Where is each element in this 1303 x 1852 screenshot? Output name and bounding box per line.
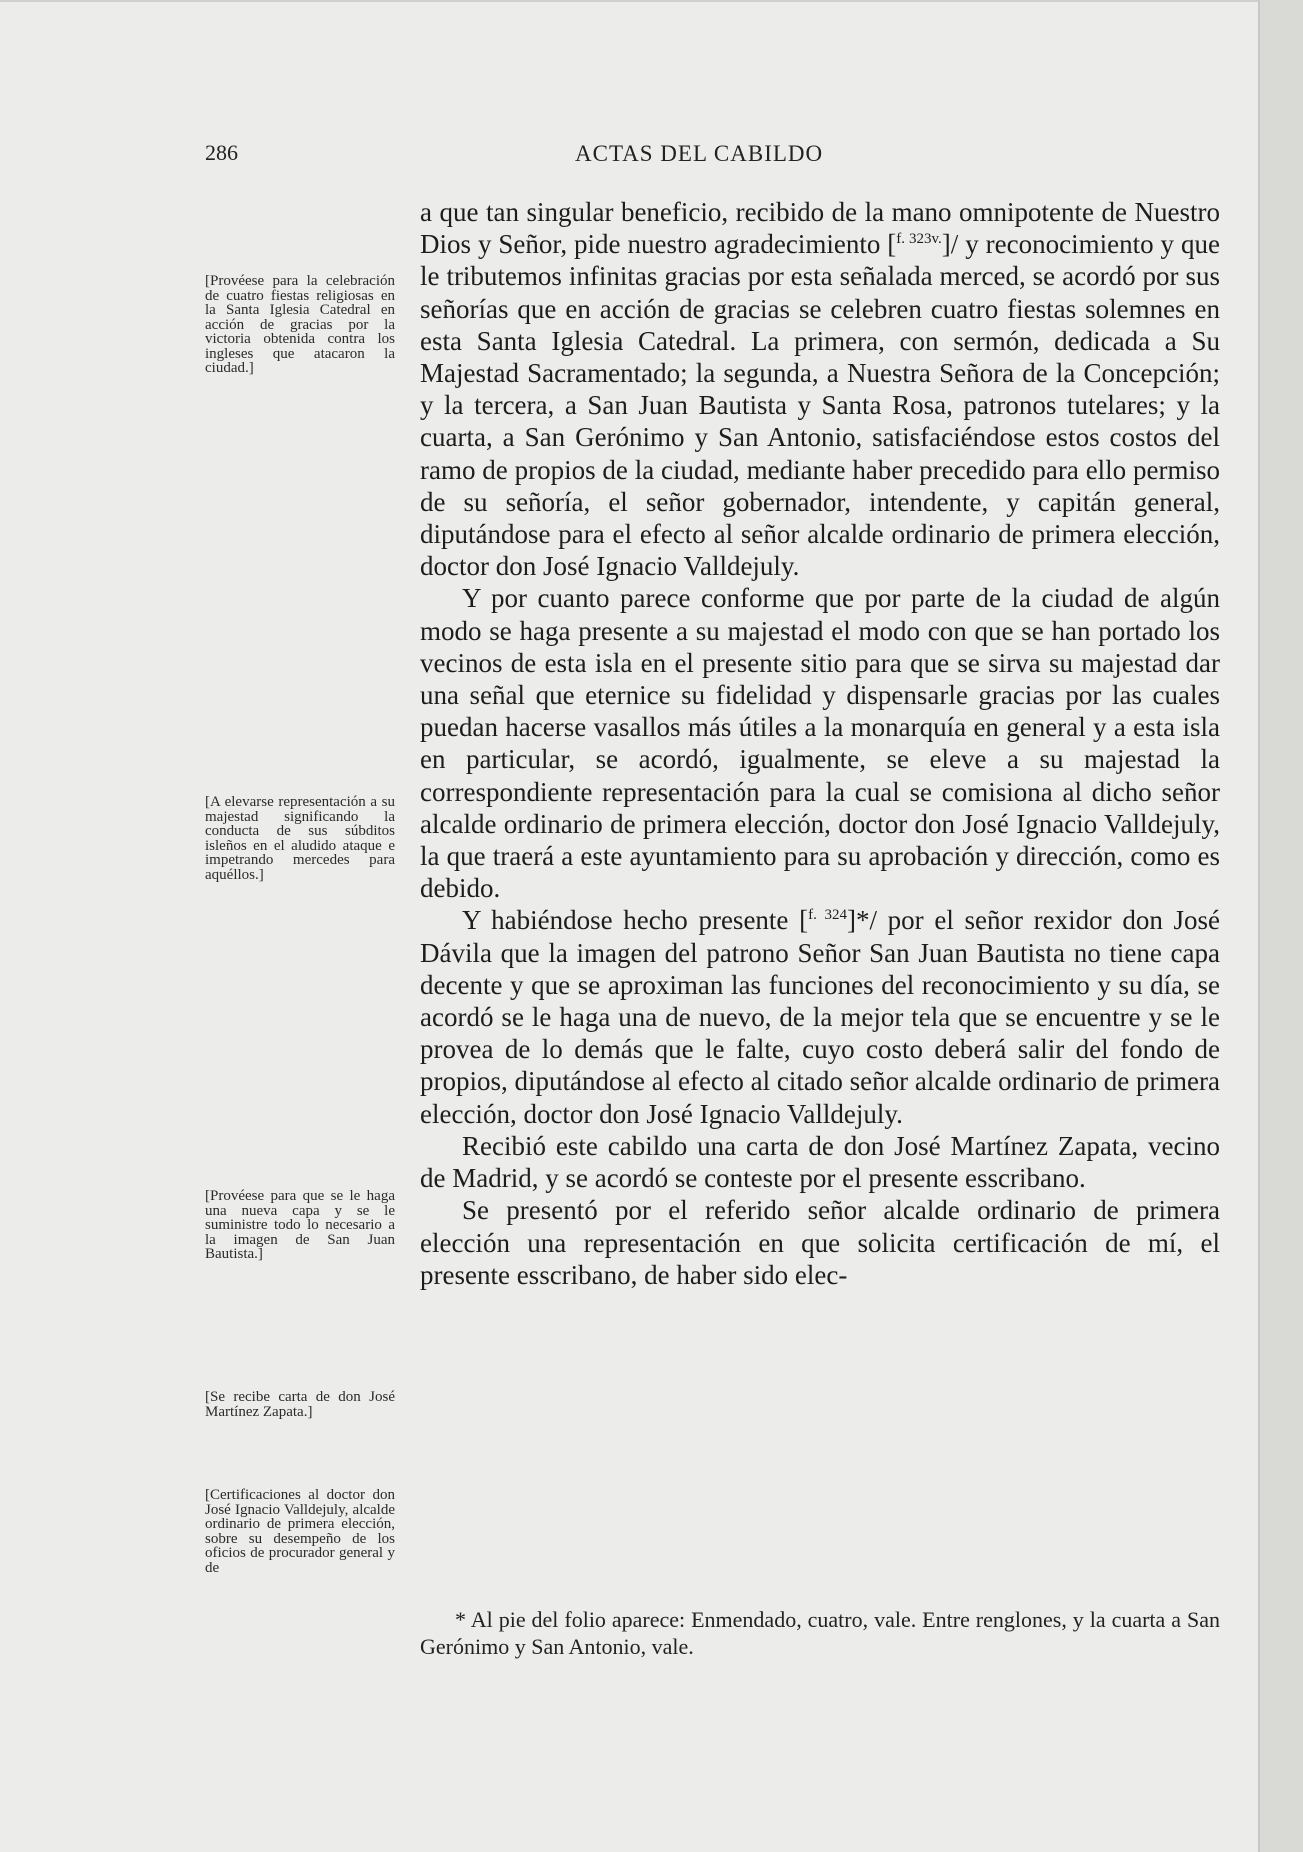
main-text — [420, 196, 1220, 1291]
paragraph-text: ]/ y reconocimiento y que le tributemos infinitas gracias por esta señalada merced, se acordó por sus señorías que en acción de gracias se celebren cuatro fiestas solemnes en esta Santa Iglesia Catedral. La primera, con sermón, dedicada a Su Majestad Sacramentado; la segunda, a Nuestra Señora de la Concepción; y la tercera, a San Juan Bautista y Santa Rosa, patronos tutelares; y la cuarta, a San Gerónimo y San Antonio, satisfaciéndose estos costos del ramo de propios de la ciudad, mediante haber precedido para ello permiso de su señoría, el señor gobernador, intendente, y capitán general, diputándose para el efecto al señor alcalde ordinario de primera elección, doctor don José Ignacio Valldejuly. — [420, 229, 1220, 582]
paragraph-representacion: Y por cuanto parece conforme que por parte de la ciudad de algún modo se haga presente a su majestad el modo con que se han portado los vecinos de esta isla en el presente sitio para que se sirva su majestad dar una señal que eternice su fidelidad y dispensarle gracias por las cuales puedan hacerse vasallos más útiles a la monarquía en general y a esta isla en particular, se acordó, igualmente, se eleve a su majestad la correspondiente representación para la cual se comisiona al dicho señor alcalde ordinario de primera elección, doctor don José Ignacio Valldejuly, la que traerá a este ayuntamiento para su aprobación y dirección, como es debido. — [420, 583, 1220, 904]
running-head: ACTAS DEL CABILDO — [575, 141, 824, 166]
margin-note-representacion: [A elevarse representación a su majestad significando la conducta de sus súbditos isleños en el aludido ataque e impetrando mercedes para aquéllos.] — [205, 794, 395, 883]
paragraph-text: a que tan singular beneficio, recibido de la mano omnipotente de Nuestro Dios y Señor, pide nuestro agradecimiento [ — [420, 197, 1220, 260]
margin-note-certificaciones: [Certificaciones al doctor don José Ignacio Valldejuly, alcalde ordinario de primera elección, sobre su desempeño de los oficios de procurador general y de — [205, 1487, 395, 1576]
paragraph-capa — [420, 904, 1220, 1129]
folio-marker: f. 323v. — [896, 231, 942, 248]
paragraph-text: ]*/ por el señor rexidor don José Dávila que la imagen del patrono Señor San Juan Bautista no tiene capa decente y que se aproximan las funciones del reconocimiento y su día, se acordó se le haga una de nuevo, de la mejor tela que se encuentre y se le provea de lo demás que le falte, cuyo costo deberá salir del fondo de propios, diputándose al efecto al citado señor alcalde ordinario de primera elección, doctor don José Ignacio Valldejuly. — [420, 905, 1220, 1129]
page-number: 286 — [205, 140, 238, 165]
paragraph-text: Y habiéndose hecho presente [ — [462, 905, 809, 936]
paragraph-carta: Recibió este cabildo una carta de don José Martínez Zapata, vecino de Madrid, y se acordó se conteste por el presente esscribano. — [420, 1130, 1220, 1194]
margin-note-capa: [Provéese para que se le haga una nueva capa y se le suministre todo lo necesario a la imagen de San Juan Bautista.] — [205, 1188, 395, 1262]
margin-note-fiestas: [Provéese para la celebración de cuatro fiestas religiosas en la Santa Iglesia Catedral en acción de gracias por la victoria obtenida contra los ingleses que atacaron la ciudad.] — [205, 273, 395, 376]
paragraph-certificaciones: Se presentó por el referido señor alcalde ordinario de primera elección una representación en que solicita certificación de mí, el presente esscribano, de haber sido elec- — [420, 1195, 1220, 1290]
margin-note-carta: [Se recibe carta de don José Martínez Zapata.] — [205, 1389, 395, 1420]
footnote: * Al pie del folio aparece: Enmendado, cuatro, vale. Entre renglones, y la cuarta a San Gerónimo y San Antonio, vale. — [420, 1607, 1220, 1659]
folio-marker: f. 324 — [808, 907, 848, 924]
paragraph-fiestas — [420, 196, 1220, 582]
